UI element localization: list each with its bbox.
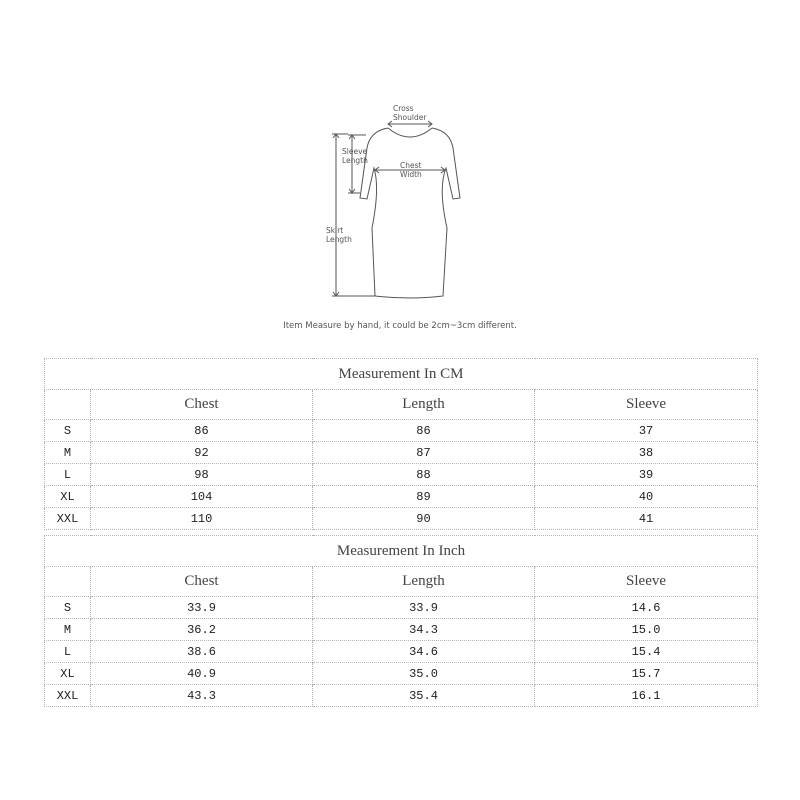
length-cell: 89 [313,486,535,508]
length-cell: 88 [313,464,535,486]
table-title: Measurement In CM [45,359,758,390]
length-cell: 35.0 [313,663,535,685]
header-blank [45,567,91,597]
table-header-row [45,390,758,420]
dress-outline-illustration [300,98,500,308]
chest-cell: 40.9 [91,663,313,685]
header-sleeve: Sleeve [535,390,758,420]
table-row [45,508,758,530]
table-row [45,420,758,442]
chest-cell: 38.6 [91,641,313,663]
table-row [45,486,758,508]
size-cell: XXL [45,685,91,707]
size-cell: M [45,442,91,464]
sleeve-cell: 41 [535,508,758,530]
size-table-cm [44,358,758,530]
sleeve-cell: 15.4 [535,641,758,663]
size-cell: M [45,619,91,641]
chest-cell: 36.2 [91,619,313,641]
sleeve-cell: 38 [535,442,758,464]
size-cell: L [45,464,91,486]
length-cell: 35.4 [313,685,535,707]
length-cell: 34.6 [313,641,535,663]
size-cell: S [45,597,91,619]
length-cell: 86 [313,420,535,442]
header-sleeve: Sleeve [535,567,758,597]
skirt-length-label: Skirt Length [326,226,352,244]
neckline-outline [388,128,432,137]
header-chest: Chest [91,390,313,420]
table-row [45,619,758,641]
size-cell: XL [45,663,91,685]
table-row [45,685,758,707]
table-row [45,464,758,486]
table-title-row [45,359,758,390]
chest-cell: 33.9 [91,597,313,619]
chest-cell: 86 [91,420,313,442]
cross-shoulder-label: Cross Shoulder [393,104,427,122]
size-cell: XXL [45,508,91,530]
table-title-row [45,536,758,567]
chest-width-label: Chest Width [400,161,422,179]
dress-outline [360,128,460,298]
measurement-note: Item Measure by hand, it could be 2cm~3cm different. [283,321,517,331]
table-row [45,663,758,685]
table-header-row [45,567,758,597]
sleeve-cell: 15.7 [535,663,758,685]
size-cell: S [45,420,91,442]
chest-cell: 43.3 [91,685,313,707]
table-row [45,641,758,663]
length-cell: 87 [313,442,535,464]
sleeve-cell: 40 [535,486,758,508]
chest-cell: 92 [91,442,313,464]
header-blank [45,390,91,420]
sleeve-cell: 16.1 [535,685,758,707]
header-length: Length [313,567,535,597]
sleeve-cell: 14.6 [535,597,758,619]
sleeve-cell: 37 [535,420,758,442]
chest-cell: 104 [91,486,313,508]
size-cell: L [45,641,91,663]
chest-cell: 98 [91,464,313,486]
length-cell: 33.9 [313,597,535,619]
header-length: Length [313,390,535,420]
chest-cell: 110 [91,508,313,530]
sleeve-cell: 15.0 [535,619,758,641]
sleeve-length-label: Sleeve Length [342,147,368,165]
size-cell: XL [45,486,91,508]
sleeve-cell: 39 [535,464,758,486]
table-row [45,442,758,464]
table-row [45,597,758,619]
length-cell: 90 [313,508,535,530]
dress-measurement-diagram [300,98,500,308]
header-chest: Chest [91,567,313,597]
size-table-inch [44,535,758,707]
table-title: Measurement In Inch [45,536,758,567]
length-cell: 34.3 [313,619,535,641]
